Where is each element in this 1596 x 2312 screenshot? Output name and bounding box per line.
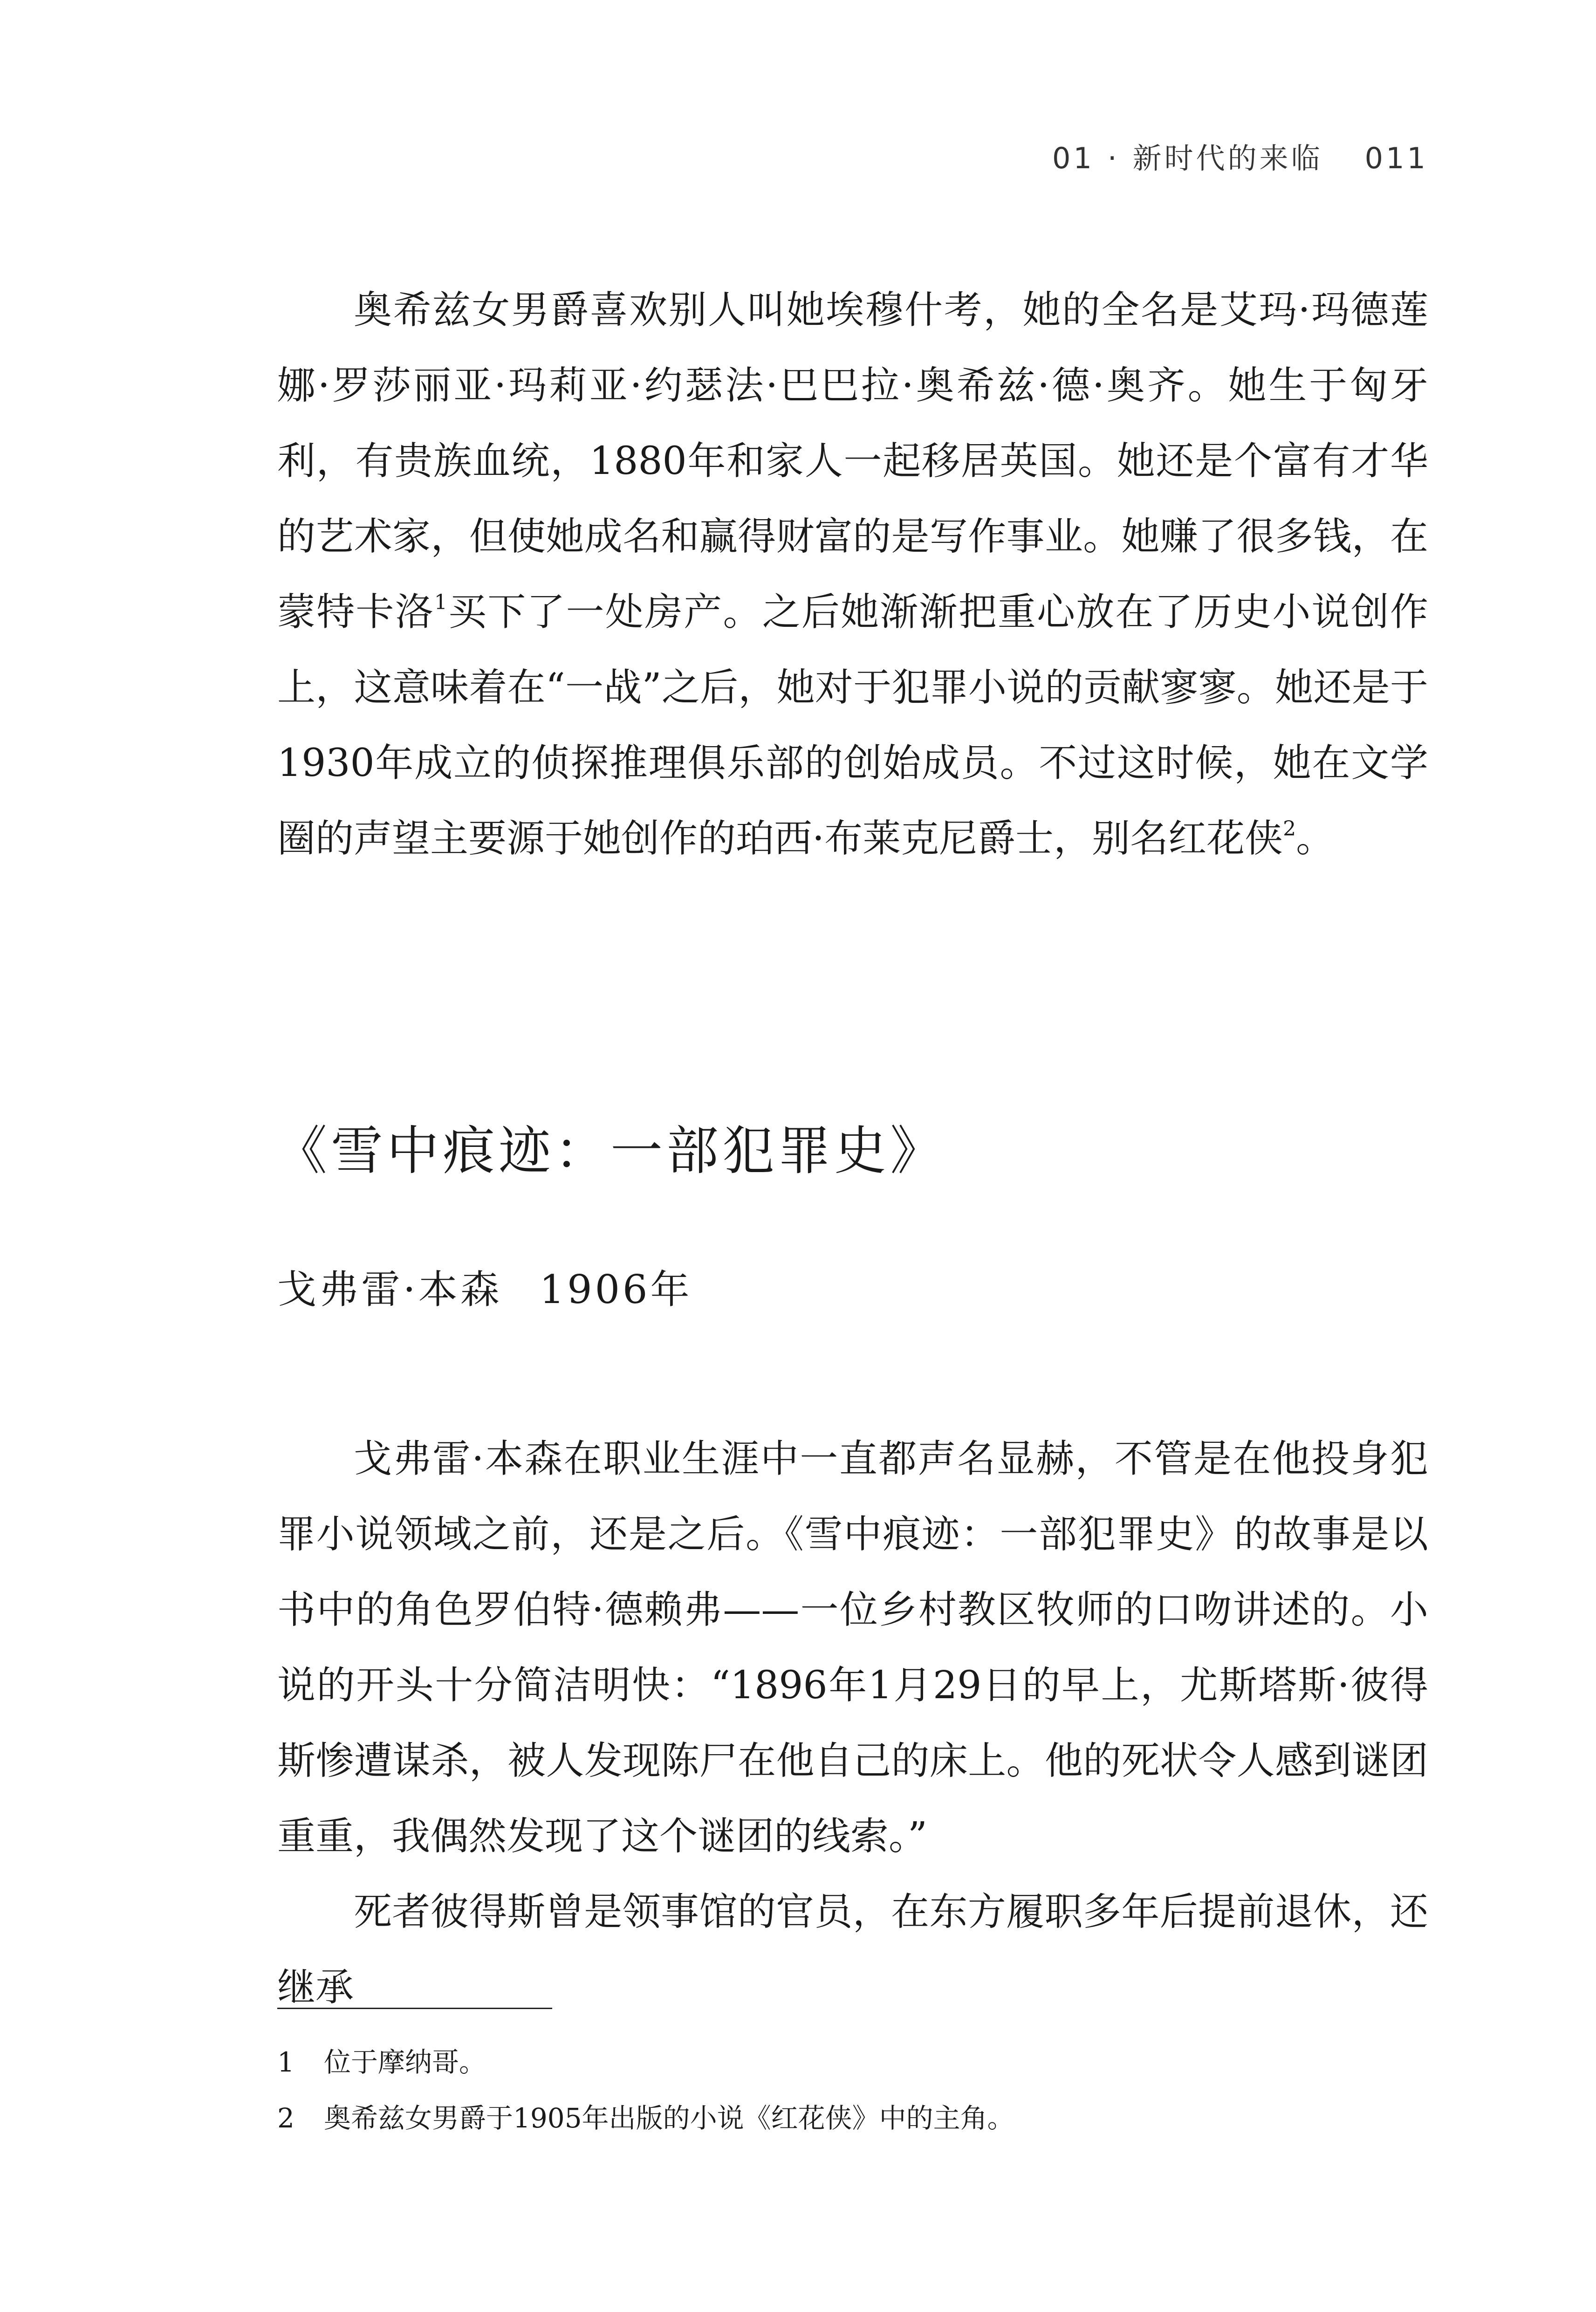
footnote-item — [277, 2034, 1428, 2090]
footnote-text: 位于摩纳哥。 — [324, 2046, 486, 2078]
paragraph: 死者彼得斯曾是领事馆的官员，在东方履职多年后提前退休，还继承 — [277, 1890, 1428, 2010]
paragraph-text: 买下了一处房产。之后她渐渐把重心放在了历史小说创作上，这意味着在“一战”之后，她对于犯罪小说的贡献寥寥。她还是于1930年成立的侦探推理俱乐部的创始成员。不过这时候，她在文学圈的声望主要源于她创作的珀西·布莱克尼爵士，别名红花侠 — [277, 590, 1428, 861]
body-text-block-2 — [277, 1421, 1428, 2025]
section-title: 《雪中痕迹：一部犯罪史》 — [275, 1121, 946, 1181]
footnote-item — [277, 2090, 1428, 2146]
paragraph: 戈弗雷·本森在职业生涯中一直都声名显赫，不管是在他投身犯罪小说领域之前，还是之后。《雪中痕迹：一部犯罪史》的故事是以书中的角色罗伯特·德赖弗——一位乡村教区牧师的口吻讲述的。小说的开头十分简洁明快：“1896年1月29日的早上，尤斯塔斯·彼得斯惨遭谋杀，被人发现陈尸在他自己的床上。他的死状令人感到谜团重重，我偶然发现了这个谜团的线索。” — [277, 1437, 1428, 1859]
page-number: 011 — [1364, 141, 1428, 175]
running-header — [1052, 135, 1428, 177]
footnote-ref-1: 1 — [434, 590, 447, 614]
footnote-text: 奥希兹女男爵于1905年出版的小说《红花侠》中的主角。 — [324, 2102, 1014, 2134]
paragraph-text: 。 — [1296, 816, 1335, 861]
header-separator: · — [1107, 141, 1120, 175]
footnotes — [277, 2034, 1428, 2146]
chapter-title: 新时代的来临 — [1132, 141, 1323, 175]
author-name: 戈弗雷·本森 — [277, 1267, 502, 1312]
footnote-divider — [277, 2008, 552, 2009]
section-byline — [277, 1258, 692, 1315]
paragraph — [277, 273, 1428, 877]
publication-year: 1906年 — [539, 1267, 692, 1312]
paragraph-text: 奥希兹女男爵喜欢别人叫她埃穆什考，她的全名是艾玛·玛德莲娜·罗莎丽亚·玛莉亚·约瑟法·巴巴拉·奥希兹·德·奥齐。她生于匈牙利，有贵族血统，1880年和家人一起移居英国。她还是个富有才华的艺术家，但使她成名和赢得财富的是写作事业。她赚了很多钱，在蒙特卡洛 — [277, 288, 1428, 634]
chapter-number: 01 — [1052, 141, 1095, 175]
body-text-block-1 — [277, 273, 1428, 877]
footnote-number: 2 — [277, 2102, 295, 2134]
footnote-number: 1 — [277, 2046, 295, 2078]
footnote-ref-2: 2 — [1283, 817, 1296, 841]
